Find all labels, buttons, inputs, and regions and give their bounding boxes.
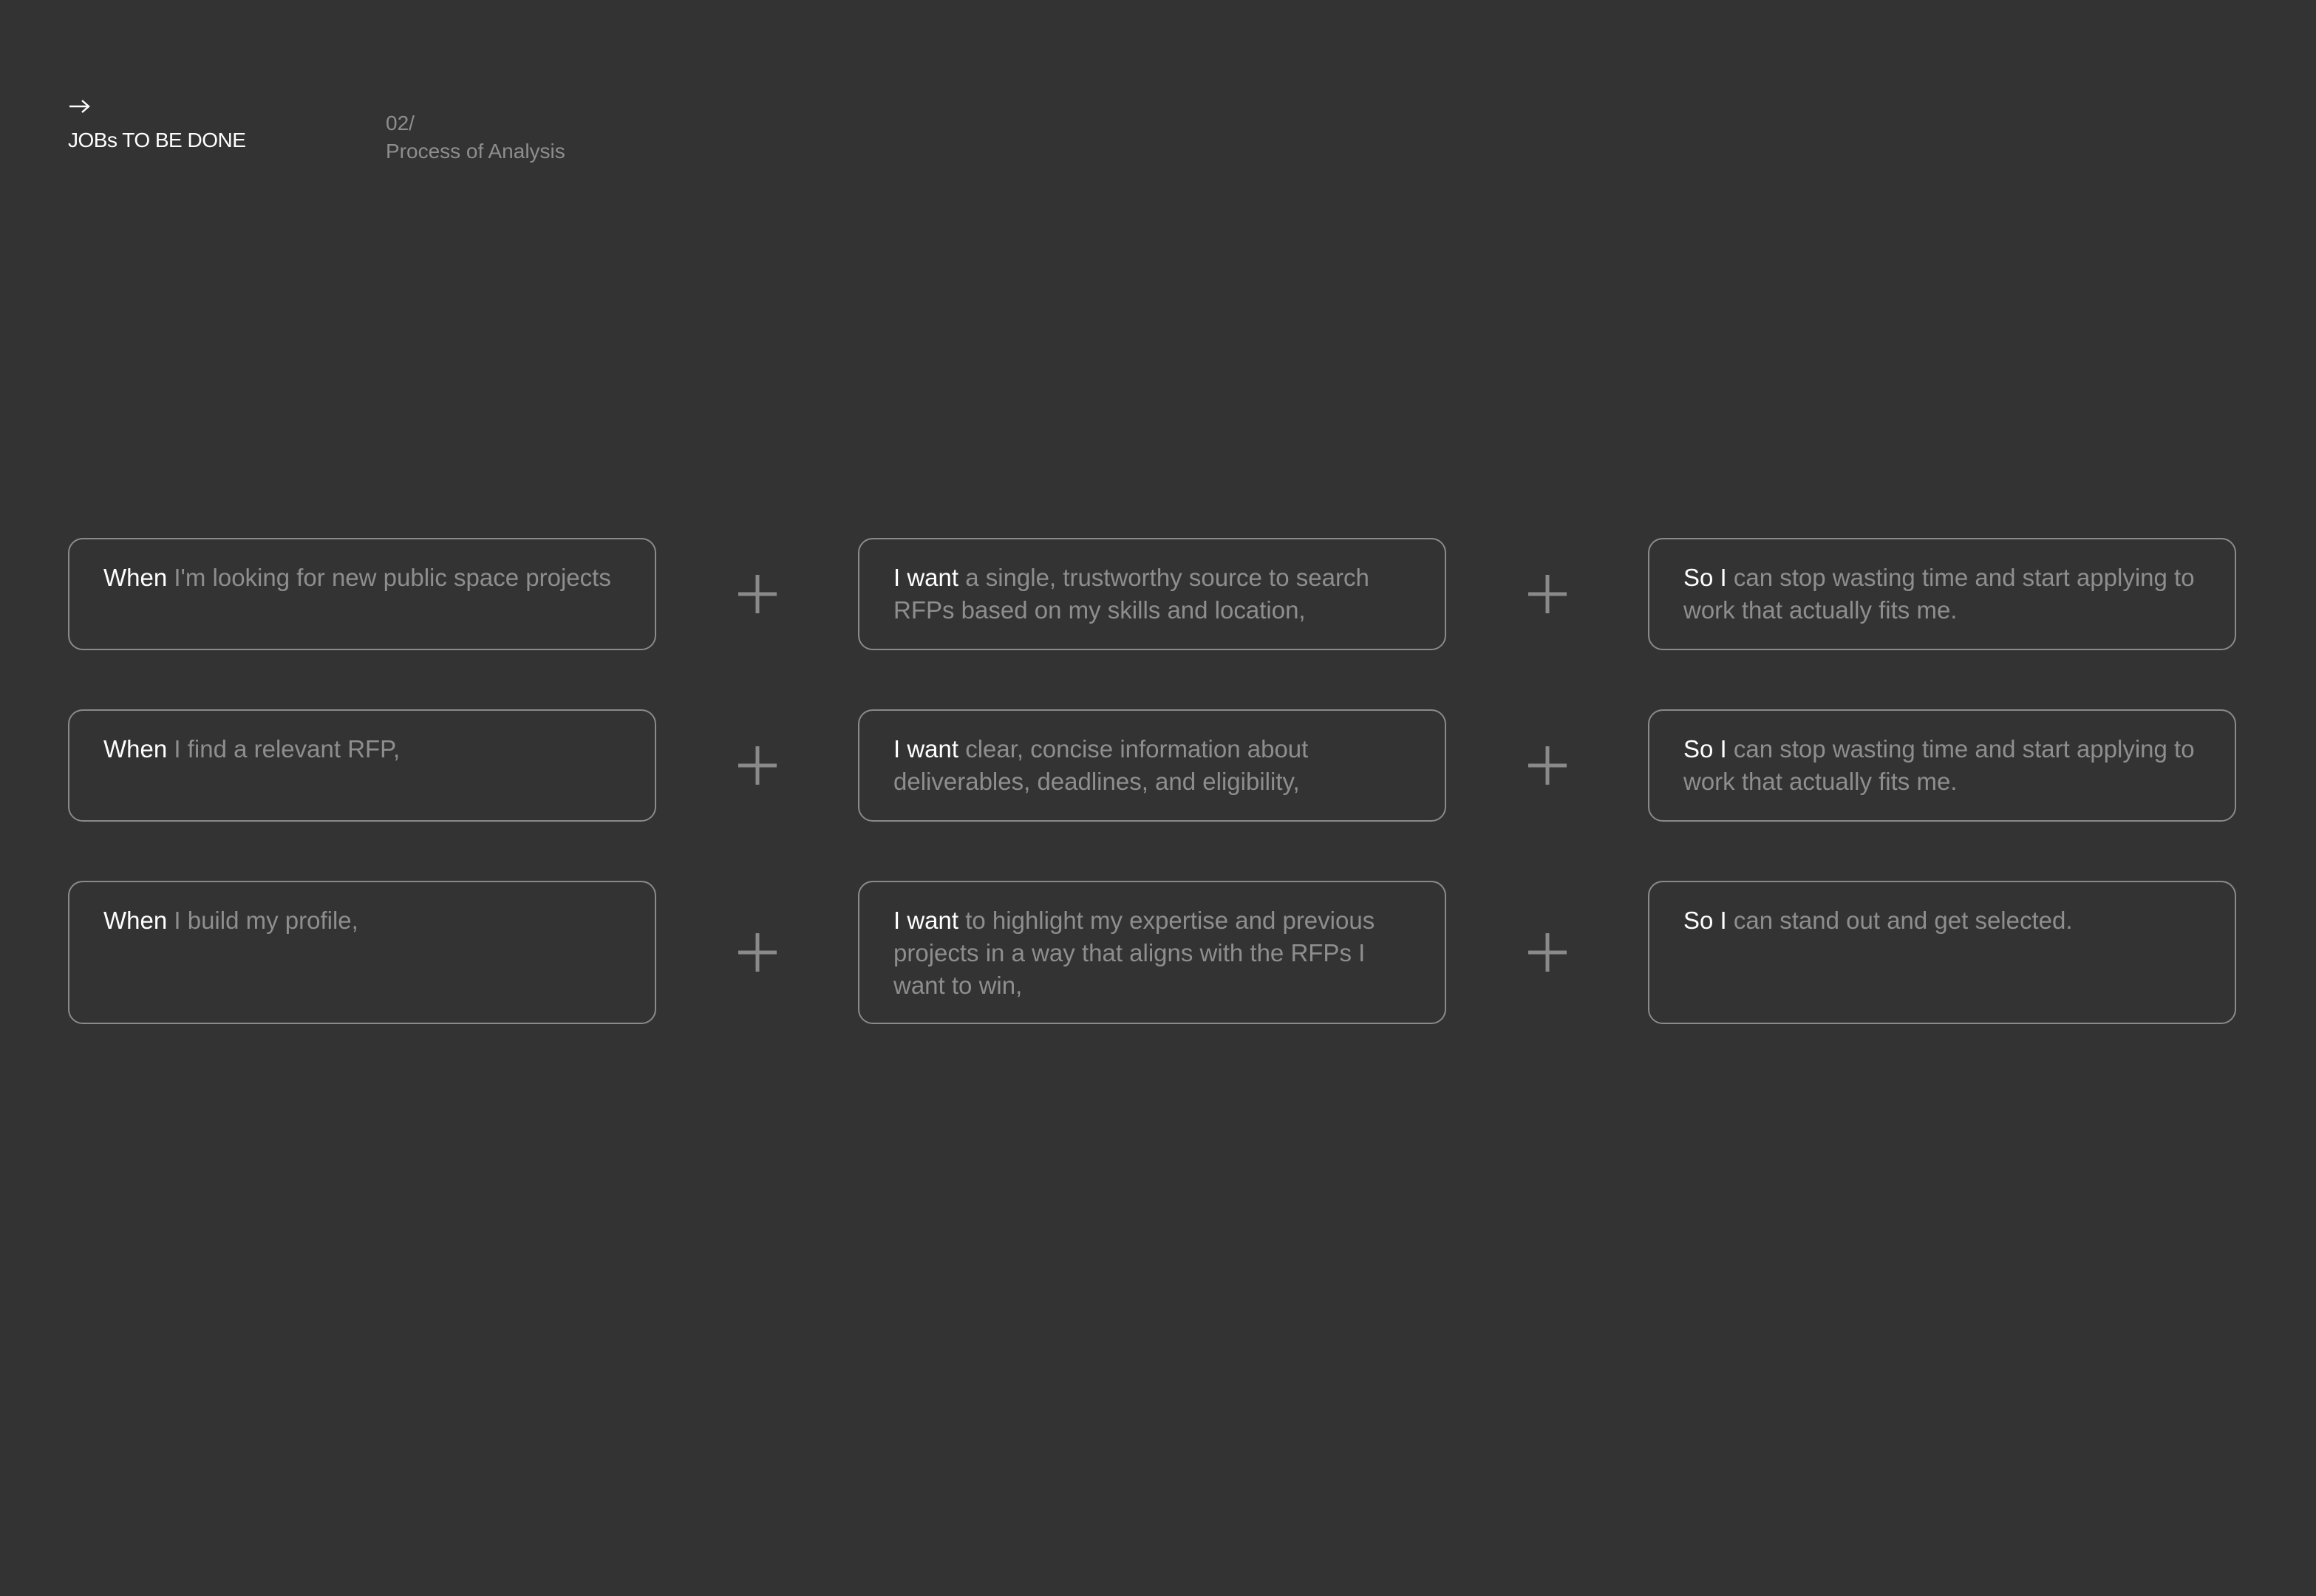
- when-lead: When: [103, 735, 168, 763]
- want-text: clear, concise information about deliverables, deadlines, and eligibility,: [893, 735, 1309, 795]
- want-card: [858, 709, 1446, 822]
- plus-icon: [656, 881, 858, 1024]
- section-number: 02/: [386, 112, 415, 134]
- want-card: [858, 538, 1446, 650]
- arrow-right-icon: [68, 98, 92, 115]
- so-text: can stand out and get selected.: [1733, 907, 2073, 934]
- when-card: [68, 881, 656, 1024]
- plus-icon: [1446, 881, 1648, 1024]
- plus-icon: [1446, 709, 1648, 822]
- when-text: I'm looking for new public space projects: [174, 564, 611, 591]
- when-card: [68, 709, 656, 822]
- so-lead: So I: [1683, 907, 1727, 934]
- want-lead: I want: [893, 907, 959, 934]
- jtbd-row: [68, 538, 2238, 650]
- section-title: JOBs TO BE DONE: [68, 129, 246, 151]
- want-card: [858, 881, 1446, 1024]
- plus-icon: [656, 538, 858, 650]
- so-card: [1648, 709, 2236, 822]
- when-text: I find a relevant RFP,: [174, 735, 401, 763]
- jtbd-row: [68, 881, 2238, 1024]
- section-meta: [386, 109, 565, 166]
- want-lead: I want: [893, 564, 959, 591]
- want-text: a single, trustworthy source to search RFPs based on my skills and location,: [893, 564, 1369, 624]
- when-lead: When: [103, 907, 168, 934]
- when-lead: When: [103, 564, 168, 591]
- section-subtitle: Process of Analysis: [386, 140, 565, 163]
- plus-icon: [656, 709, 858, 822]
- so-lead: So I: [1683, 564, 1727, 591]
- jtbd-grid: [68, 538, 2238, 1083]
- want-text: to highlight my expertise and previous projects in a way that aligns with the RFPs I want to win,: [893, 907, 1375, 999]
- so-lead: So I: [1683, 735, 1727, 763]
- so-card: [1648, 881, 2236, 1024]
- so-card: [1648, 538, 2236, 650]
- section-header: [68, 98, 245, 152]
- want-lead: I want: [893, 735, 959, 763]
- when-text: I build my profile,: [174, 907, 358, 934]
- so-text: can stop wasting time and start applying to work that actually fits me.: [1683, 735, 2195, 795]
- when-card: [68, 538, 656, 650]
- so-text: can stop wasting time and start applying to work that actually fits me.: [1683, 564, 2195, 624]
- jtbd-row: [68, 709, 2238, 822]
- plus-icon: [1446, 538, 1648, 650]
